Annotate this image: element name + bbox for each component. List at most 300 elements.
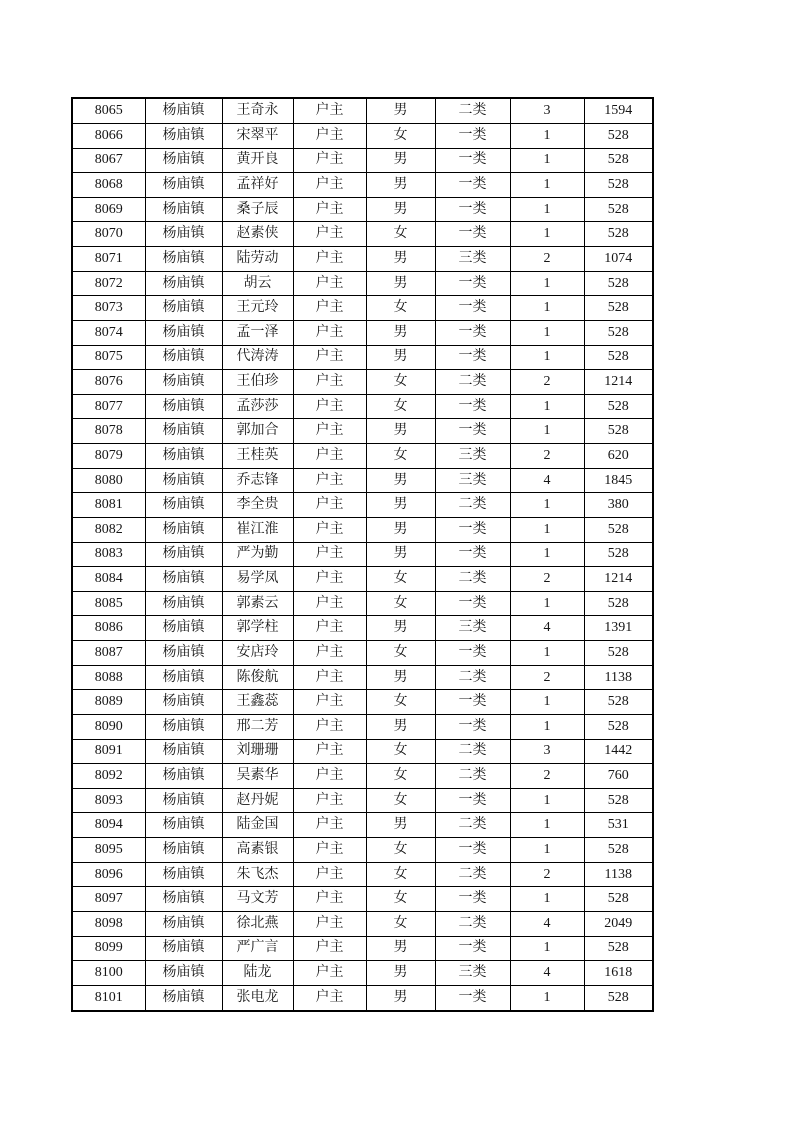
cell-count: 4 (510, 961, 584, 986)
cell-category: 一类 (435, 296, 510, 321)
cell-amount: 1214 (584, 370, 653, 395)
cell-serial-number: 8099 (72, 936, 145, 961)
table-row (72, 542, 653, 567)
cell-town: 杨庙镇 (145, 862, 222, 887)
cell-town: 杨庙镇 (145, 370, 222, 395)
cell-person-name: 马文芳 (222, 887, 293, 912)
cell-gender: 男 (366, 665, 435, 690)
cell-town: 杨庙镇 (145, 936, 222, 961)
cell-amount: 1845 (584, 468, 653, 493)
cell-amount: 1138 (584, 665, 653, 690)
cell-amount: 528 (584, 222, 653, 247)
cell-count: 2 (510, 764, 584, 789)
cell-count: 1 (510, 887, 584, 912)
cell-gender: 男 (366, 419, 435, 444)
cell-town: 杨庙镇 (145, 788, 222, 813)
cell-serial-number: 8082 (72, 517, 145, 542)
table-row (72, 98, 653, 123)
cell-category: 一类 (435, 591, 510, 616)
cell-person-name: 崔江淮 (222, 517, 293, 542)
cell-serial-number: 8081 (72, 493, 145, 518)
cell-serial-number: 8091 (72, 739, 145, 764)
cell-person-name: 朱飞杰 (222, 862, 293, 887)
cell-amount: 1074 (584, 247, 653, 272)
table-row (72, 788, 653, 813)
cell-town: 杨庙镇 (145, 641, 222, 666)
cell-category: 一类 (435, 197, 510, 222)
cell-category: 一类 (435, 320, 510, 345)
cell-gender: 女 (366, 739, 435, 764)
table-row (72, 517, 653, 542)
cell-category: 二类 (435, 98, 510, 123)
cell-gender: 男 (366, 616, 435, 641)
cell-person-name: 郭学柱 (222, 616, 293, 641)
household-table (71, 97, 654, 1012)
table-row (72, 320, 653, 345)
cell-relation: 户主 (293, 764, 366, 789)
cell-relation: 户主 (293, 123, 366, 148)
cell-amount: 2049 (584, 911, 653, 936)
cell-gender: 女 (366, 591, 435, 616)
cell-serial-number: 8077 (72, 394, 145, 419)
cell-person-name: 王鑫蕊 (222, 690, 293, 715)
cell-serial-number: 8095 (72, 838, 145, 863)
cell-amount: 528 (584, 838, 653, 863)
cell-serial-number: 8071 (72, 247, 145, 272)
cell-person-name: 王桂英 (222, 444, 293, 469)
cell-serial-number: 8085 (72, 591, 145, 616)
cell-amount: 528 (584, 345, 653, 370)
cell-category: 三类 (435, 444, 510, 469)
cell-category: 三类 (435, 616, 510, 641)
table-row (72, 123, 653, 148)
table-row (72, 813, 653, 838)
table-row (72, 862, 653, 887)
cell-amount: 528 (584, 123, 653, 148)
cell-town: 杨庙镇 (145, 517, 222, 542)
cell-relation: 户主 (293, 961, 366, 986)
cell-town: 杨庙镇 (145, 567, 222, 592)
cell-count: 1 (510, 345, 584, 370)
cell-serial-number: 8087 (72, 641, 145, 666)
cell-relation: 户主 (293, 148, 366, 173)
cell-amount: 528 (584, 542, 653, 567)
cell-serial-number: 8084 (72, 567, 145, 592)
cell-category: 二类 (435, 764, 510, 789)
cell-relation: 户主 (293, 862, 366, 887)
cell-amount: 1594 (584, 98, 653, 123)
cell-town: 杨庙镇 (145, 123, 222, 148)
cell-category: 二类 (435, 911, 510, 936)
cell-count: 1 (510, 493, 584, 518)
cell-amount: 528 (584, 517, 653, 542)
cell-town: 杨庙镇 (145, 985, 222, 1011)
cell-amount: 528 (584, 271, 653, 296)
cell-gender: 男 (366, 271, 435, 296)
cell-town: 杨庙镇 (145, 271, 222, 296)
cell-person-name: 吴素华 (222, 764, 293, 789)
cell-amount: 528 (584, 591, 653, 616)
cell-person-name: 安店玲 (222, 641, 293, 666)
cell-serial-number: 8074 (72, 320, 145, 345)
cell-gender: 女 (366, 887, 435, 912)
table-row (72, 985, 653, 1011)
cell-count: 1 (510, 714, 584, 739)
cell-town: 杨庙镇 (145, 345, 222, 370)
cell-amount: 531 (584, 813, 653, 838)
cell-person-name: 陆金国 (222, 813, 293, 838)
cell-count: 4 (510, 468, 584, 493)
cell-gender: 女 (366, 862, 435, 887)
cell-relation: 户主 (293, 936, 366, 961)
cell-count: 1 (510, 222, 584, 247)
cell-count: 1 (510, 542, 584, 567)
cell-relation: 户主 (293, 813, 366, 838)
cell-town: 杨庙镇 (145, 98, 222, 123)
cell-count: 2 (510, 665, 584, 690)
cell-person-name: 桑子辰 (222, 197, 293, 222)
cell-serial-number: 8072 (72, 271, 145, 296)
table-row (72, 345, 653, 370)
cell-count: 1 (510, 690, 584, 715)
cell-person-name: 赵素侠 (222, 222, 293, 247)
cell-person-name: 黄开良 (222, 148, 293, 173)
cell-category: 一类 (435, 419, 510, 444)
cell-category: 二类 (435, 739, 510, 764)
cell-relation: 户主 (293, 641, 366, 666)
cell-relation: 户主 (293, 591, 366, 616)
cell-gender: 男 (366, 542, 435, 567)
cell-category: 一类 (435, 222, 510, 247)
cell-category: 三类 (435, 247, 510, 272)
cell-serial-number: 8083 (72, 542, 145, 567)
cell-relation: 户主 (293, 985, 366, 1011)
cell-gender: 男 (366, 345, 435, 370)
cell-town: 杨庙镇 (145, 173, 222, 198)
cell-gender: 女 (366, 394, 435, 419)
cell-relation: 户主 (293, 788, 366, 813)
cell-count: 1 (510, 788, 584, 813)
cell-amount: 528 (584, 394, 653, 419)
cell-town: 杨庙镇 (145, 616, 222, 641)
cell-gender: 女 (366, 370, 435, 395)
table-row (72, 493, 653, 518)
cell-serial-number: 8097 (72, 887, 145, 912)
cell-serial-number: 8101 (72, 985, 145, 1011)
cell-count: 2 (510, 567, 584, 592)
cell-relation: 户主 (293, 838, 366, 863)
cell-gender: 女 (366, 838, 435, 863)
cell-relation: 户主 (293, 468, 366, 493)
cell-amount: 528 (584, 936, 653, 961)
cell-gender: 男 (366, 961, 435, 986)
cell-category: 二类 (435, 493, 510, 518)
cell-gender: 女 (366, 222, 435, 247)
cell-gender: 男 (366, 936, 435, 961)
cell-amount: 1138 (584, 862, 653, 887)
cell-serial-number: 8094 (72, 813, 145, 838)
cell-category: 二类 (435, 813, 510, 838)
cell-relation: 户主 (293, 517, 366, 542)
cell-count: 1 (510, 148, 584, 173)
cell-town: 杨庙镇 (145, 419, 222, 444)
cell-serial-number: 8069 (72, 197, 145, 222)
cell-town: 杨庙镇 (145, 493, 222, 518)
cell-relation: 户主 (293, 98, 366, 123)
cell-relation: 户主 (293, 616, 366, 641)
cell-category: 一类 (435, 345, 510, 370)
cell-amount: 620 (584, 444, 653, 469)
cell-person-name: 严广言 (222, 936, 293, 961)
cell-person-name: 易学凤 (222, 567, 293, 592)
cell-category: 一类 (435, 123, 510, 148)
cell-town: 杨庙镇 (145, 320, 222, 345)
cell-category: 一类 (435, 690, 510, 715)
cell-gender: 女 (366, 123, 435, 148)
cell-person-name: 王伯珍 (222, 370, 293, 395)
cell-town: 杨庙镇 (145, 813, 222, 838)
cell-amount: 528 (584, 197, 653, 222)
cell-town: 杨庙镇 (145, 690, 222, 715)
table-row (72, 197, 653, 222)
cell-serial-number: 8070 (72, 222, 145, 247)
cell-gender: 女 (366, 690, 435, 715)
cell-serial-number: 8098 (72, 911, 145, 936)
cell-town: 杨庙镇 (145, 838, 222, 863)
cell-person-name: 陆龙 (222, 961, 293, 986)
cell-amount: 380 (584, 493, 653, 518)
cell-category: 一类 (435, 887, 510, 912)
cell-count: 2 (510, 370, 584, 395)
cell-relation: 户主 (293, 271, 366, 296)
cell-amount: 528 (584, 788, 653, 813)
cell-gender: 男 (366, 173, 435, 198)
cell-count: 2 (510, 862, 584, 887)
cell-serial-number: 8089 (72, 690, 145, 715)
cell-relation: 户主 (293, 173, 366, 198)
cell-gender: 男 (366, 320, 435, 345)
cell-person-name: 赵丹妮 (222, 788, 293, 813)
cell-town: 杨庙镇 (145, 542, 222, 567)
cell-count: 1 (510, 517, 584, 542)
cell-category: 一类 (435, 517, 510, 542)
cell-gender: 女 (366, 296, 435, 321)
cell-person-name: 宋翠平 (222, 123, 293, 148)
cell-amount: 1391 (584, 616, 653, 641)
table-row (72, 370, 653, 395)
cell-count: 1 (510, 173, 584, 198)
cell-amount: 528 (584, 985, 653, 1011)
cell-serial-number: 8065 (72, 98, 145, 123)
cell-gender: 男 (366, 468, 435, 493)
cell-count: 1 (510, 296, 584, 321)
cell-serial-number: 8075 (72, 345, 145, 370)
cell-count: 1 (510, 641, 584, 666)
cell-person-name: 孟一泽 (222, 320, 293, 345)
table-row (72, 936, 653, 961)
table-row (72, 714, 653, 739)
cell-serial-number: 8079 (72, 444, 145, 469)
cell-relation: 户主 (293, 714, 366, 739)
cell-serial-number: 8090 (72, 714, 145, 739)
cell-gender: 男 (366, 197, 435, 222)
cell-town: 杨庙镇 (145, 444, 222, 469)
table-row (72, 148, 653, 173)
cell-person-name: 陆劳动 (222, 247, 293, 272)
cell-gender: 男 (366, 148, 435, 173)
cell-amount: 528 (584, 419, 653, 444)
cell-category: 一类 (435, 542, 510, 567)
cell-gender: 女 (366, 764, 435, 789)
cell-town: 杨庙镇 (145, 197, 222, 222)
cell-category: 一类 (435, 838, 510, 863)
cell-relation: 户主 (293, 296, 366, 321)
cell-person-name: 邢二芳 (222, 714, 293, 739)
cell-person-name: 代涛涛 (222, 345, 293, 370)
cell-serial-number: 8092 (72, 764, 145, 789)
cell-count: 1 (510, 394, 584, 419)
cell-town: 杨庙镇 (145, 764, 222, 789)
cell-gender: 男 (366, 985, 435, 1011)
cell-category: 一类 (435, 714, 510, 739)
table-row (72, 838, 653, 863)
cell-serial-number: 8096 (72, 862, 145, 887)
cell-relation: 户主 (293, 419, 366, 444)
cell-town: 杨庙镇 (145, 665, 222, 690)
table-row (72, 616, 653, 641)
cell-category: 一类 (435, 788, 510, 813)
cell-gender: 女 (366, 567, 435, 592)
cell-person-name: 郭加合 (222, 419, 293, 444)
table-row (72, 911, 653, 936)
cell-count: 1 (510, 813, 584, 838)
cell-gender: 女 (366, 911, 435, 936)
cell-count: 1 (510, 591, 584, 616)
table-row (72, 961, 653, 986)
cell-person-name: 严为勤 (222, 542, 293, 567)
cell-serial-number: 8073 (72, 296, 145, 321)
cell-serial-number: 8093 (72, 788, 145, 813)
cell-town: 杨庙镇 (145, 911, 222, 936)
cell-gender: 男 (366, 813, 435, 838)
cell-person-name: 李全贵 (222, 493, 293, 518)
cell-person-name: 张电龙 (222, 985, 293, 1011)
cell-category: 三类 (435, 961, 510, 986)
cell-count: 3 (510, 739, 584, 764)
table-row (72, 641, 653, 666)
cell-category: 一类 (435, 271, 510, 296)
cell-relation: 户主 (293, 370, 366, 395)
cell-town: 杨庙镇 (145, 222, 222, 247)
cell-town: 杨庙镇 (145, 961, 222, 986)
cell-relation: 户主 (293, 567, 366, 592)
table-row (72, 173, 653, 198)
table-row (72, 444, 653, 469)
cell-town: 杨庙镇 (145, 468, 222, 493)
table-row (72, 764, 653, 789)
cell-serial-number: 8088 (72, 665, 145, 690)
cell-category: 一类 (435, 173, 510, 198)
cell-person-name: 陈俊航 (222, 665, 293, 690)
cell-count: 1 (510, 197, 584, 222)
cell-relation: 户主 (293, 911, 366, 936)
cell-town: 杨庙镇 (145, 591, 222, 616)
table-body (72, 98, 653, 1011)
cell-serial-number: 8066 (72, 123, 145, 148)
cell-person-name: 徐北燕 (222, 911, 293, 936)
cell-amount: 528 (584, 641, 653, 666)
cell-gender: 女 (366, 444, 435, 469)
cell-relation: 户主 (293, 197, 366, 222)
cell-person-name: 孟祥好 (222, 173, 293, 198)
table-row (72, 271, 653, 296)
cell-amount: 1618 (584, 961, 653, 986)
cell-town: 杨庙镇 (145, 714, 222, 739)
cell-count: 1 (510, 123, 584, 148)
cell-town: 杨庙镇 (145, 887, 222, 912)
cell-gender: 男 (366, 714, 435, 739)
cell-relation: 户主 (293, 222, 366, 247)
table-row (72, 690, 653, 715)
cell-count: 2 (510, 444, 584, 469)
cell-amount: 528 (584, 148, 653, 173)
table-row (72, 222, 653, 247)
cell-relation: 户主 (293, 345, 366, 370)
table-row (72, 296, 653, 321)
cell-serial-number: 8067 (72, 148, 145, 173)
cell-category: 二类 (435, 665, 510, 690)
table-row (72, 468, 653, 493)
table-row (72, 739, 653, 764)
cell-gender: 女 (366, 788, 435, 813)
cell-gender: 男 (366, 493, 435, 518)
cell-count: 1 (510, 936, 584, 961)
table-row (72, 665, 653, 690)
table-row (72, 247, 653, 272)
cell-relation: 户主 (293, 542, 366, 567)
cell-category: 一类 (435, 394, 510, 419)
cell-town: 杨庙镇 (145, 148, 222, 173)
cell-count: 2 (510, 247, 584, 272)
cell-relation: 户主 (293, 493, 366, 518)
cell-category: 二类 (435, 862, 510, 887)
table-row (72, 887, 653, 912)
table-row (72, 591, 653, 616)
cell-relation: 户主 (293, 394, 366, 419)
cell-serial-number: 8100 (72, 961, 145, 986)
cell-amount: 1214 (584, 567, 653, 592)
cell-town: 杨庙镇 (145, 394, 222, 419)
cell-amount: 760 (584, 764, 653, 789)
table-row (72, 567, 653, 592)
cell-person-name: 王奇永 (222, 98, 293, 123)
cell-person-name: 刘珊珊 (222, 739, 293, 764)
cell-count: 4 (510, 911, 584, 936)
cell-person-name: 胡云 (222, 271, 293, 296)
cell-amount: 528 (584, 296, 653, 321)
cell-gender: 女 (366, 641, 435, 666)
cell-serial-number: 8086 (72, 616, 145, 641)
cell-person-name: 乔志锋 (222, 468, 293, 493)
cell-category: 一类 (435, 641, 510, 666)
cell-amount: 1442 (584, 739, 653, 764)
table-row (72, 394, 653, 419)
cell-count: 1 (510, 985, 584, 1011)
cell-amount: 528 (584, 690, 653, 715)
cell-serial-number: 8076 (72, 370, 145, 395)
cell-category: 一类 (435, 985, 510, 1011)
cell-relation: 户主 (293, 247, 366, 272)
